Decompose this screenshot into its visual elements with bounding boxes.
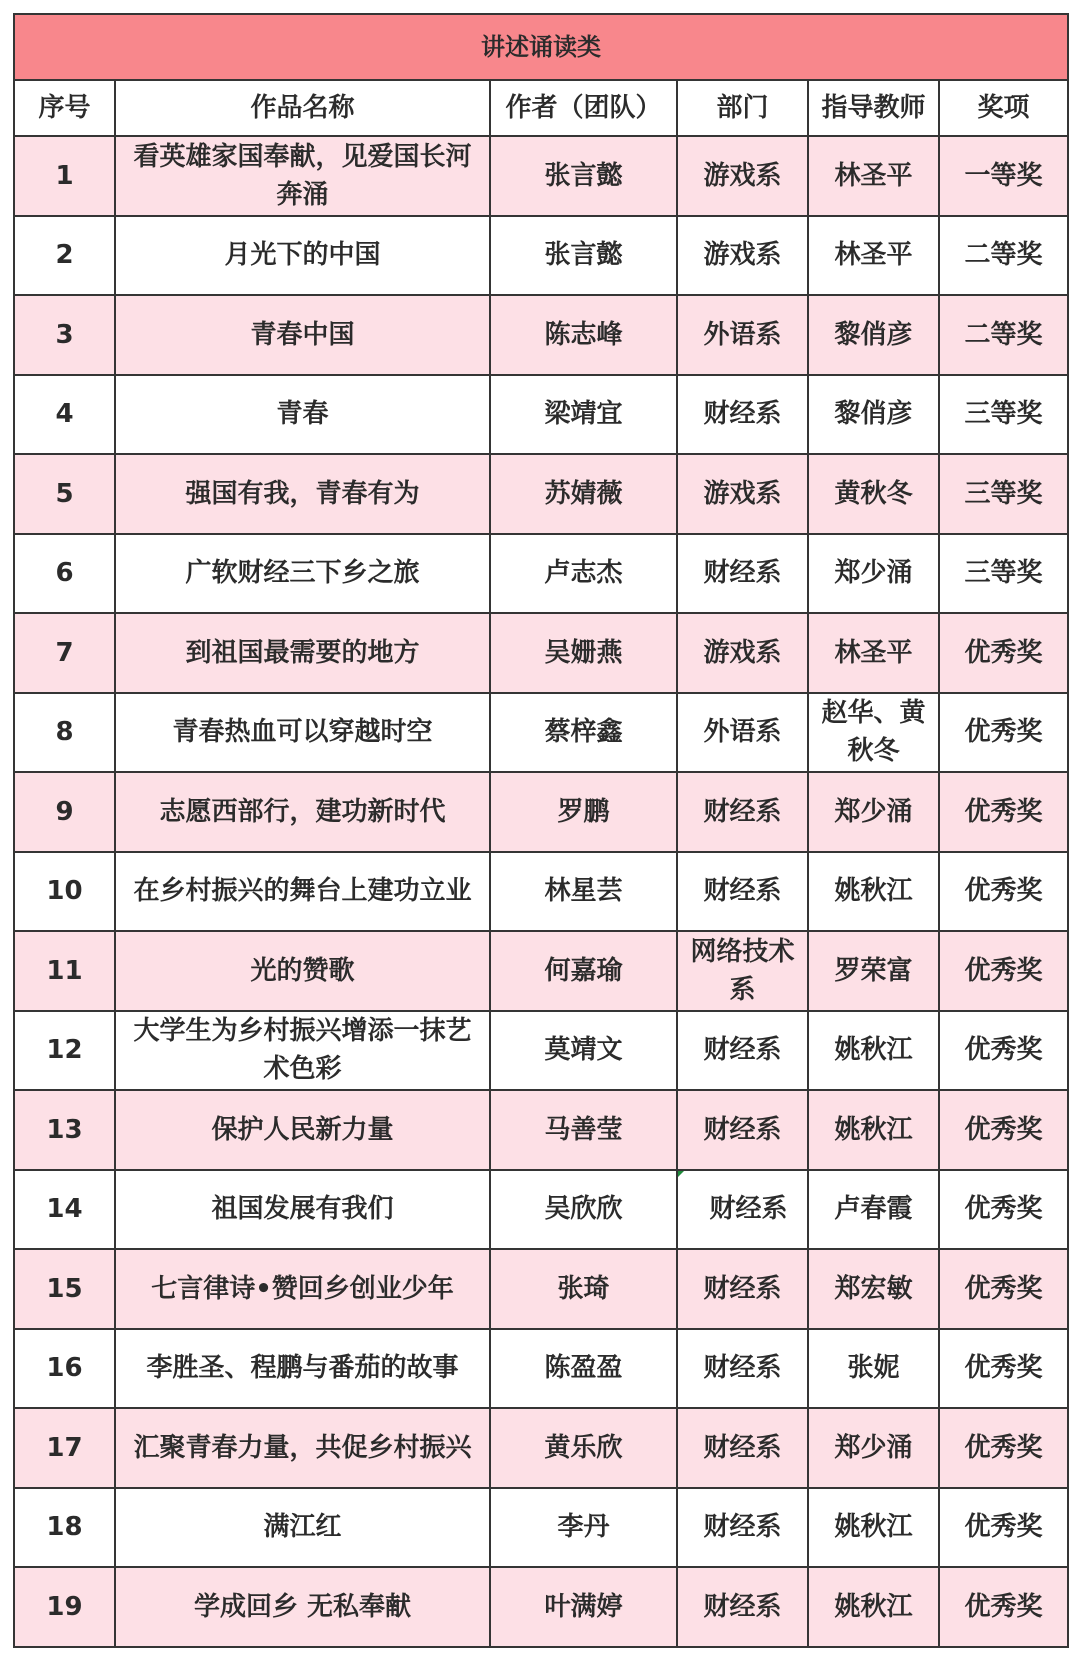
cell-work-title: 保护人民新力量 [115, 1090, 490, 1170]
header-row [14, 80, 1068, 136]
cell-advisor: 罗荣富 [808, 931, 939, 1011]
cell-department: 财经系 [677, 1408, 808, 1488]
cell-advisor: 林圣平 [808, 216, 939, 296]
cell-award: 二等奖 [939, 295, 1068, 375]
cell-work-title: 汇聚青春力量，共促乡村振兴 [115, 1408, 490, 1488]
cell-marker-icon [678, 1171, 684, 1177]
header-work-title: 作品名称 [115, 80, 490, 136]
cell-no: 12 [14, 1011, 115, 1091]
table-row [14, 1567, 1068, 1647]
cell-advisor: 姚秋江 [808, 1011, 939, 1091]
table-row [14, 852, 1068, 932]
cell-work-title: 看英雄家国奉献，见爱国长河奔涌 [115, 136, 490, 216]
cell-department: 财经系 [677, 1488, 808, 1568]
table-row [14, 454, 1068, 534]
cell-award: 优秀奖 [939, 1170, 1068, 1250]
cell-author: 马善莹 [490, 1090, 677, 1170]
cell-award: 三等奖 [939, 375, 1068, 455]
cell-award: 优秀奖 [939, 1408, 1068, 1488]
table-row [14, 1329, 1068, 1409]
cell-no: 18 [14, 1488, 115, 1568]
cell-work-title: 青春 [115, 375, 490, 455]
cell-no: 10 [14, 852, 115, 932]
cell-work-title: 满江红 [115, 1488, 490, 1568]
cell-no: 13 [14, 1090, 115, 1170]
cell-work-title: 到祖国最需要的地方 [115, 613, 490, 693]
cell-award: 优秀奖 [939, 1329, 1068, 1409]
cell-no: 3 [14, 295, 115, 375]
cell-work-title: 强国有我，青春有为 [115, 454, 490, 534]
cell-author: 叶满婷 [490, 1567, 677, 1647]
cell-author: 张言懿 [490, 136, 677, 216]
cell-no: 11 [14, 931, 115, 1011]
cell-work-title: 志愿西部行，建功新时代 [115, 772, 490, 852]
cell-department: 网络技术系 [677, 931, 808, 1011]
cell-no: 1 [14, 136, 115, 216]
cell-no: 5 [14, 454, 115, 534]
cell-work-title: 光的赞歌 [115, 931, 490, 1011]
cell-author: 吴姗燕 [490, 613, 677, 693]
cell-advisor: 黎俏彦 [808, 295, 939, 375]
cell-advisor: 郑少涌 [808, 772, 939, 852]
cell-department: 财经系 [677, 1567, 808, 1647]
cell-advisor: 郑少涌 [808, 534, 939, 614]
cell-author: 陈志峰 [490, 295, 677, 375]
cell-advisor: 黄秋冬 [808, 454, 939, 534]
cell-department: 游戏系 [677, 454, 808, 534]
cell-award: 优秀奖 [939, 693, 1068, 773]
cell-no: 4 [14, 375, 115, 455]
header-department: 部门 [677, 80, 808, 136]
cell-work-title: 学成回乡 无私奉献 [115, 1567, 490, 1647]
header-award: 奖项 [939, 80, 1068, 136]
cell-award: 优秀奖 [939, 1090, 1068, 1170]
cell-department: 财经系 [677, 1329, 808, 1409]
cell-work-title: 大学生为乡村振兴增添一抹艺术色彩 [115, 1011, 490, 1091]
cell-author: 罗鹏 [490, 772, 677, 852]
cell-award: 优秀奖 [939, 852, 1068, 932]
cell-advisor: 林圣平 [808, 136, 939, 216]
table-body [14, 136, 1068, 1647]
cell-no: 16 [14, 1329, 115, 1409]
cell-advisor: 郑宏敏 [808, 1249, 939, 1329]
cell-department: 游戏系 [677, 216, 808, 296]
cell-work-title: 青春中国 [115, 295, 490, 375]
cell-work-title: 李胜圣、程鹏与番茄的故事 [115, 1329, 490, 1409]
cell-department: 财经系 [677, 534, 808, 614]
cell-no: 14 [14, 1170, 115, 1250]
cell-work-title: 在乡村振兴的舞台上建功立业 [115, 852, 490, 932]
table-row [14, 136, 1068, 216]
cell-advisor: 张妮 [808, 1329, 939, 1409]
table-row [14, 1011, 1068, 1091]
cell-author: 吴欣欣 [490, 1170, 677, 1250]
cell-department: 财经系 [677, 1090, 808, 1170]
cell-no: 7 [14, 613, 115, 693]
cell-advisor: 赵华、黄秋冬 [808, 693, 939, 773]
cell-no: 8 [14, 693, 115, 773]
cell-department: 财经系 [677, 772, 808, 852]
cell-author: 莫靖文 [490, 1011, 677, 1091]
cell-advisor: 姚秋江 [808, 1567, 939, 1647]
cell-work-title: 月光下的中国 [115, 216, 490, 296]
cell-department: 财经系 [677, 852, 808, 932]
cell-work-title: 祖国发展有我们 [115, 1170, 490, 1250]
table-row [14, 1090, 1068, 1170]
cell-award: 优秀奖 [939, 931, 1068, 1011]
cell-author: 何嘉瑜 [490, 931, 677, 1011]
cell-advisor: 卢春霞 [808, 1170, 939, 1250]
cell-work-title: 七言律诗•赞回乡创业少年 [115, 1249, 490, 1329]
cell-no: 19 [14, 1567, 115, 1647]
cell-advisor: 姚秋江 [808, 1090, 939, 1170]
table-row [14, 375, 1068, 455]
header-author: 作者（团队） [490, 80, 677, 136]
results-table [13, 13, 1069, 1648]
award-table [13, 13, 1067, 1648]
cell-award: 二等奖 [939, 216, 1068, 296]
cell-author: 蔡梓鑫 [490, 693, 677, 773]
cell-advisor: 姚秋江 [808, 852, 939, 932]
cell-author: 陈盈盈 [490, 1329, 677, 1409]
cell-award: 优秀奖 [939, 772, 1068, 852]
cell-work-title: 广软财经三下乡之旅 [115, 534, 490, 614]
cell-author: 卢志杰 [490, 534, 677, 614]
cell-department: 游戏系 [677, 136, 808, 216]
cell-department: 游戏系 [677, 613, 808, 693]
cell-author: 黄乐欣 [490, 1408, 677, 1488]
cell-advisor: 林圣平 [808, 613, 939, 693]
table-row [14, 1488, 1068, 1568]
cell-department: 财经系 [677, 1249, 808, 1329]
cell-no: 17 [14, 1408, 115, 1488]
table-row [14, 295, 1068, 375]
cell-award: 一等奖 [939, 136, 1068, 216]
cell-department: 外语系 [677, 295, 808, 375]
title-row [14, 14, 1068, 80]
table-row [14, 693, 1068, 773]
cell-author: 李丹 [490, 1488, 677, 1568]
cell-award: 优秀奖 [939, 1567, 1068, 1647]
table-row [14, 216, 1068, 296]
table-row [14, 534, 1068, 614]
cell-no: 6 [14, 534, 115, 614]
cell-award: 优秀奖 [939, 1011, 1068, 1091]
header-no: 序号 [14, 80, 115, 136]
cell-award: 优秀奖 [939, 1249, 1068, 1329]
header-advisor: 指导教师 [808, 80, 939, 136]
cell-department: 外语系 [677, 693, 808, 773]
cell-department: 财经系 [677, 375, 808, 455]
cell-department: 财经系 [677, 1170, 808, 1250]
cell-author: 梁靖宜 [490, 375, 677, 455]
table-row [14, 1170, 1068, 1250]
cell-advisor: 姚秋江 [808, 1488, 939, 1568]
cell-no: 9 [14, 772, 115, 852]
cell-author: 林星芸 [490, 852, 677, 932]
cell-award: 优秀奖 [939, 613, 1068, 693]
cell-no: 2 [14, 216, 115, 296]
table-row [14, 772, 1068, 852]
cell-department: 财经系 [677, 1011, 808, 1091]
cell-award: 优秀奖 [939, 1488, 1068, 1568]
cell-award: 三等奖 [939, 534, 1068, 614]
cell-no: 15 [14, 1249, 115, 1329]
table-row [14, 1408, 1068, 1488]
table-row [14, 1249, 1068, 1329]
cell-work-title: 青春热血可以穿越时空 [115, 693, 490, 773]
cell-advisor: 黎俏彦 [808, 375, 939, 455]
cell-author: 张言懿 [490, 216, 677, 296]
table-title: 讲述诵读类 [14, 14, 1068, 80]
cell-advisor: 郑少涌 [808, 1408, 939, 1488]
table-row [14, 613, 1068, 693]
cell-award: 三等奖 [939, 454, 1068, 534]
cell-author: 张琦 [490, 1249, 677, 1329]
cell-author: 苏婧薇 [490, 454, 677, 534]
table-row [14, 931, 1068, 1011]
